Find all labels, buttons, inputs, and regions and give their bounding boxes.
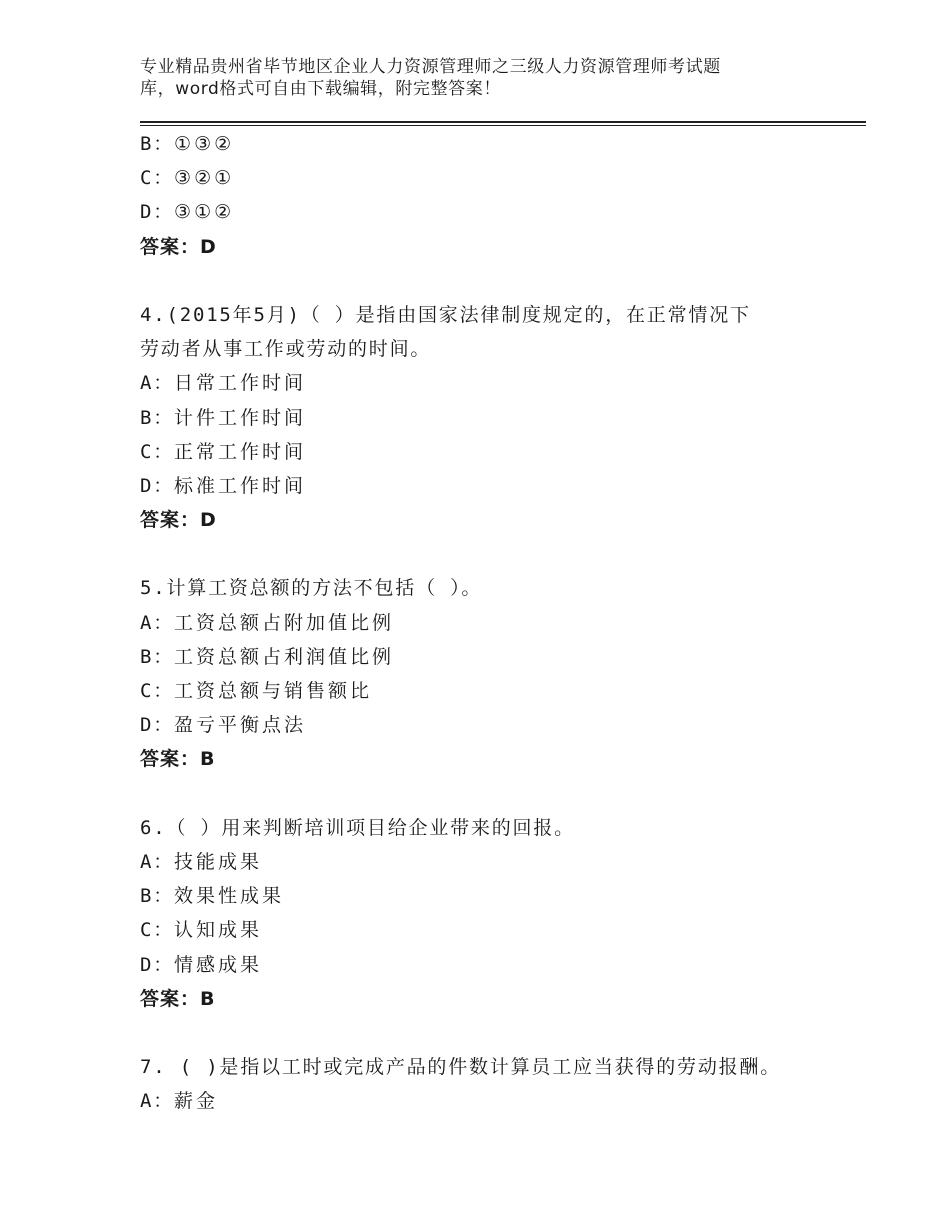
header-line-1: 专业精品贵州省毕节地区企业人力资源管理师之三级人力资源管理师考试题 — [140, 57, 721, 77]
question-4-option-d: D：标准工作时间 — [140, 474, 307, 497]
question-6-option-d: D：情感成果 — [140, 953, 263, 976]
spacer — [140, 777, 870, 811]
question-6-option-b: B：效果性成果 — [140, 885, 285, 908]
header-line-2: 库，word格式可自由下载编辑，附完整答案！ — [140, 79, 501, 99]
question-4-option-a: A：日常工作时间 — [140, 372, 307, 395]
spacer — [140, 264, 870, 298]
question-5-option-c: C：工资总额与销售额比 — [140, 680, 373, 702]
header-rule-thin — [140, 125, 866, 126]
document-header — [140, 56, 780, 100]
question-6-answer: 答案：B — [140, 987, 216, 1010]
spacer — [140, 537, 870, 571]
header-rule-thick — [140, 121, 866, 123]
question-3-option-c: C：③②① — [140, 167, 235, 190]
question-6-option-a: A：技能成果 — [140, 850, 263, 873]
question-5-option-a: A：工资总额占附加值比例 — [140, 611, 395, 634]
question-3-answer: 答案：D — [140, 235, 217, 258]
question-6-option-c: C：认知成果 — [140, 919, 263, 942]
question-4-stem-line-1: 4.(2015年5月)（ ）是指由国家法律制度规定的，在正常情况下 — [140, 303, 751, 326]
question-4-option-b: B：计件工作时间 — [140, 406, 307, 429]
spacer — [140, 1016, 870, 1050]
question-7-option-a: A：薪金 — [140, 1090, 219, 1113]
question-4-answer: 答案：D — [140, 509, 217, 532]
question-4-option-c: C：正常工作时间 — [140, 440, 307, 463]
question-3-option-d: D：③①② — [140, 201, 235, 224]
question-6-stem-line-1: 6.（ ）用来判断培训项目给企业带来的回报。 — [140, 816, 575, 839]
question-5-stem-line-1: 5.计算工资总额的方法不包括（ ）。 — [140, 577, 483, 600]
question-5-answer: 答案：B — [140, 748, 216, 771]
question-content — [140, 127, 870, 1118]
question-7-stem-line-1: 7. ( )是指以工时或完成产品的件数计算员工应当获得的劳动报酬。 — [140, 1056, 782, 1079]
question-3-option-b: B：①③② — [140, 133, 235, 155]
question-5-option-b: B：工资总额占利润值比例 — [140, 645, 395, 668]
question-4-stem-line-2: 劳动者从事工作或劳动的时间。 — [140, 338, 432, 361]
question-5-option-d: D：盈亏平衡点法 — [140, 714, 307, 737]
